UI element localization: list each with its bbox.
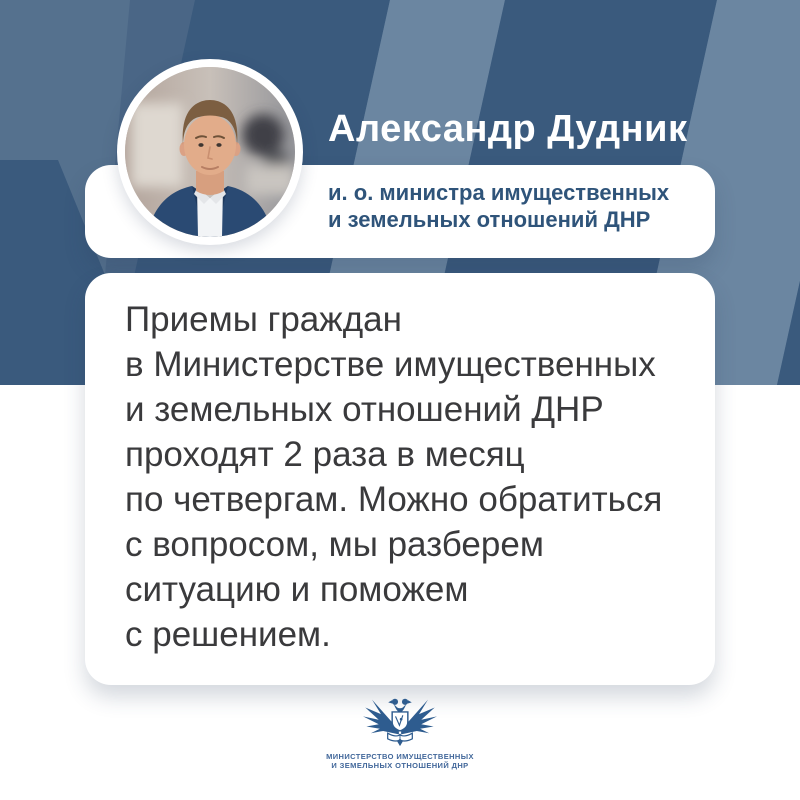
quote-line: с вопросом, мы разберем xyxy=(125,525,544,564)
person-role xyxy=(328,179,669,233)
person-role-line1: и. о. министра имущественных xyxy=(328,180,670,205)
quote-line: Приемы граждан xyxy=(125,300,402,339)
quote-card xyxy=(85,273,715,685)
org-name xyxy=(326,752,474,770)
quote-line: проходят 2 раза в месяц xyxy=(125,435,525,474)
org-name-line2: И ЗЕМЕЛЬНЫХ ОТНОШЕНИЙ ДНР xyxy=(331,761,469,770)
quote-line: в Министерстве имущественных xyxy=(125,345,656,384)
person-role-line2: и земельных отношений ДНР xyxy=(328,207,651,232)
quote-line: ситуацию и поможем xyxy=(125,570,469,609)
quote-text xyxy=(125,297,693,657)
ministry-logo xyxy=(0,694,800,770)
org-name-line1: МИНИСТЕРСТВО ИМУЩЕСТВЕННЫХ xyxy=(326,752,474,761)
quote-line: и земельных отношений ДНР xyxy=(125,390,604,429)
quote-line: с решением. xyxy=(125,615,331,654)
eagle-emblem-icon xyxy=(359,694,441,750)
quote-line: по четвергам. Можно обратиться xyxy=(125,480,663,519)
portrait-photo xyxy=(125,67,295,237)
person-name: Александр Дудник xyxy=(328,108,688,150)
avatar xyxy=(117,59,303,245)
